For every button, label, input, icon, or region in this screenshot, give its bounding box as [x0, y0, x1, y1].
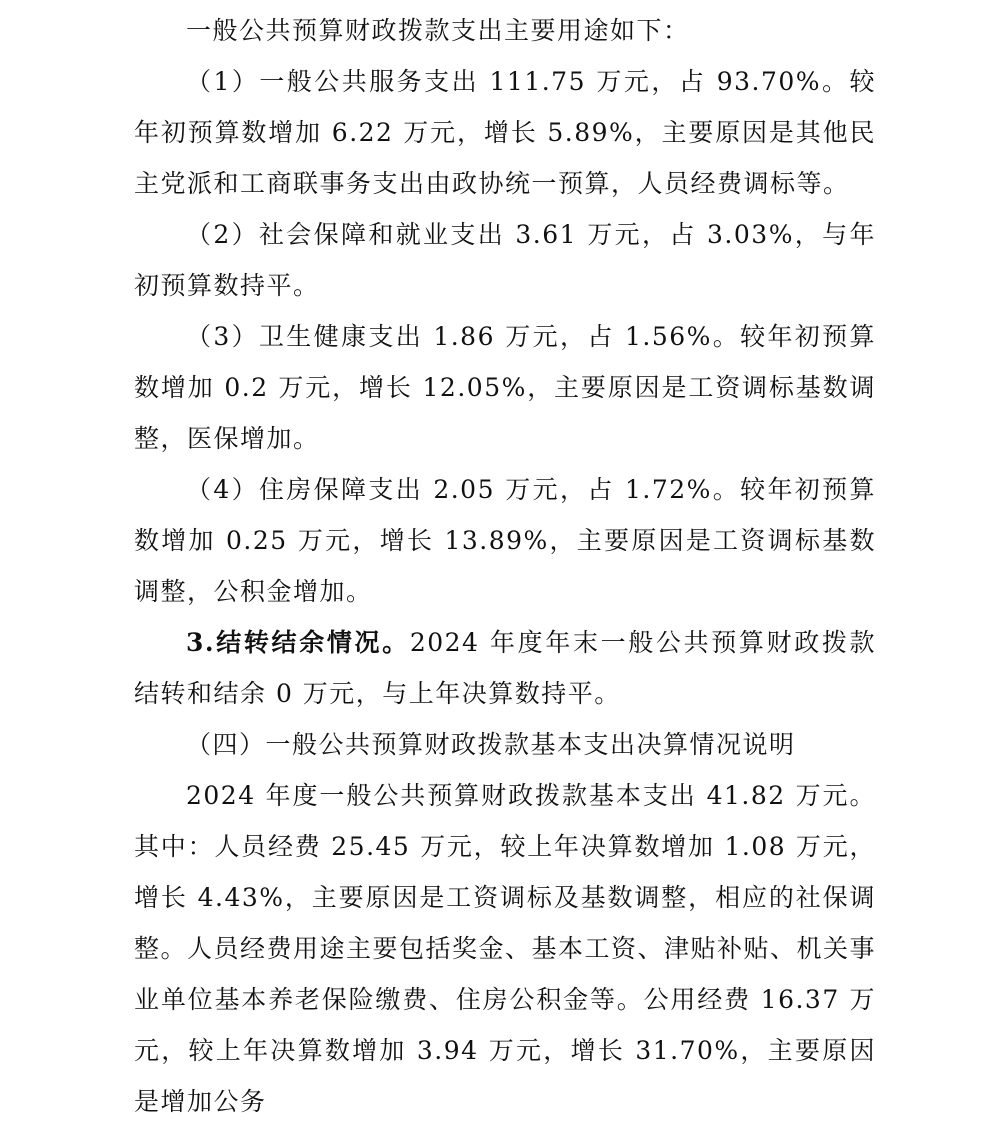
- intro-line: 一般公共预算财政拨款支出主要用途如下：: [186, 16, 690, 45]
- item-health: （3）卫生健康支出 1.86 万元，占 1.56%。较年初预算数增加 0.2 万元，增长 12.05%，主要原因是工资调标基数调整，医保增加。: [134, 322, 876, 453]
- carryover-text: 2024 年度年末一般公共预算财政拨款结转和结余 0 万元，与上年决算数持平。: [134, 628, 876, 708]
- basic-expenditure-paragraph: 2024 年度一般公共预算财政拨款基本支出 41.82 万元。其中：人员经费 25.45 万元，较上年决算数增加 1.08 万元，增长 4.43%，主要原因是工资调标及基数调整，相应的社保调整。人员经费用途主要包括奖金、基本工资、津贴补贴、机关事业单位基本养老保险缴费、住房公积金等。公用经费 16.37 万元，较上年决算数增加 3.94 万元，增长 31.70%，主要原因是增加公务: [134, 781, 877, 1116]
- carryover-paragraph: [134, 617, 876, 719]
- item-social-security: （2）社会保障和就业支出 3.61 万元，占 3.03%，与年初预算数持平。: [134, 220, 876, 300]
- section-heading: （四）一般公共预算财政拨款基本支出决算情况说明: [186, 730, 796, 759]
- carryover-heading: 3.结转结余情况。: [186, 628, 410, 657]
- item-housing: （4）住房保障支出 2.05 万元，占 1.72%。较年初预算数增加 0.25 万元，增长 13.89%，主要原因是工资调标基数调整，公积金增加。: [134, 475, 876, 606]
- item-general-public-services: （1）一般公共服务支出 111.75 万元，占 93.70%。较年初预算数增加 6.22 万元，增长 5.89%，主要原因是其他民主党派和工商联事务支出由政协统一预算，人员经费调标等。: [134, 67, 876, 198]
